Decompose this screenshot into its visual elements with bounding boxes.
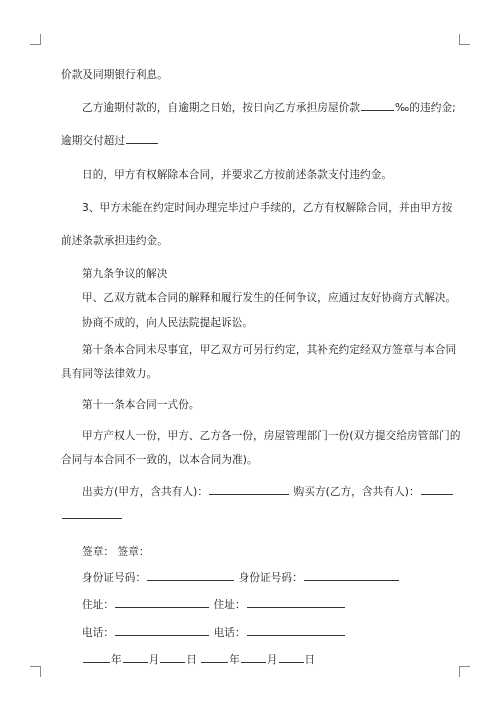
text: 逾期交付超过 (61, 135, 126, 148)
text: 第九条争议的解决 (82, 268, 168, 281)
month-label: 月 (148, 653, 160, 666)
sign-line (61, 540, 441, 564)
crop-mark-top-left (30, 34, 41, 45)
buyer-blank[interactable] (421, 483, 453, 495)
text: 甲方产权人一份，甲方、乙方各一份，房屋管理部门一份(双方提交给房管部门的 (82, 430, 461, 443)
id-blank[interactable] (304, 569, 399, 581)
paragraph-line (61, 163, 441, 187)
paragraph-line (61, 229, 441, 253)
text: 前述条款承担违约金。 (61, 234, 168, 247)
date-line (61, 648, 441, 672)
text: 日的，甲方有权解除本合同，并要求乙方按前述条款支付违约金。 (82, 168, 393, 181)
year-label: 年 (229, 653, 240, 666)
text: 第十条本合同未尽事宜，甲乙双方可另行约定，其补充约定经双方签章与本合同 (82, 343, 457, 356)
fill-blank[interactable] (361, 99, 394, 111)
address-label: 住址： (213, 599, 246, 612)
phone-line (61, 621, 441, 645)
paragraph-line (61, 63, 441, 87)
id-label: 身份证号码： (238, 572, 303, 585)
day-label: 日 (186, 653, 198, 666)
paragraph-line (61, 129, 441, 153)
sign-label: 签章： 签章： (82, 546, 150, 558)
crop-mark-bottom-right (459, 666, 470, 677)
id-line (61, 566, 441, 590)
section-heading (61, 393, 441, 417)
text: 协商不成的，向人民法院提起诉讼。 (82, 316, 254, 329)
seller-label: 出卖方(甲方，含共有人)： (82, 485, 209, 498)
day-blank[interactable] (160, 651, 185, 663)
year-blank[interactable] (83, 651, 110, 663)
paragraph-line (61, 448, 441, 472)
paragraph-line (61, 196, 453, 220)
phone-label: 电话： (82, 626, 115, 639)
address-blank[interactable] (115, 596, 209, 608)
text: 具有同等法律效力。 (61, 367, 158, 380)
text: 甲、乙双方就本合同的解释和履行发生的任何争议，应通过友好协商方式解决。 (82, 292, 457, 305)
id-label: 身份证号码： (82, 572, 147, 585)
text: 第十一条本合同一式份。 (82, 399, 200, 412)
paragraph-line (61, 362, 441, 386)
buyer-label: 购买方(乙方，含共有人)： (293, 485, 420, 498)
text: ‰的违约金; (395, 102, 456, 115)
phone-blank[interactable] (115, 624, 209, 636)
text: 价款及同期银行利息。 (61, 69, 168, 81)
year-blank[interactable] (201, 651, 228, 663)
year-label: 年 (111, 653, 122, 666)
signature-parties-line (61, 480, 441, 504)
month-blank[interactable] (241, 651, 266, 663)
continuation-line (61, 504, 441, 528)
buyer-blank-continued[interactable] (62, 507, 122, 519)
section-heading (61, 262, 441, 286)
id-blank[interactable] (147, 569, 234, 581)
day-label: 日 (304, 653, 316, 666)
month-label: 月 (266, 653, 278, 666)
address-line (61, 593, 441, 617)
paragraph-line (61, 338, 457, 362)
crop-mark-bottom-left (30, 666, 41, 677)
phone-blank[interactable] (247, 624, 345, 636)
paragraph-line (61, 286, 457, 310)
phone-label: 电话： (213, 626, 246, 639)
fill-blank[interactable] (126, 132, 158, 144)
seller-blank[interactable] (209, 483, 289, 495)
paragraph-line (61, 424, 461, 448)
paragraph-line (61, 96, 456, 120)
text: 3、甲方未能在约定时间办理完毕过户手续的，乙方有权解除合同，并由甲方按 (82, 201, 453, 214)
day-blank[interactable] (279, 651, 304, 663)
address-label: 住址： (82, 599, 115, 612)
month-blank[interactable] (123, 651, 148, 663)
document-body (61, 63, 461, 672)
address-blank[interactable] (247, 596, 345, 608)
text: 乙方逾期付款的，自逾期之日始，按日向乙方承担房屋价款 (82, 102, 361, 115)
text: 合同与本合同不一致的，以本合同为准)。 (61, 454, 258, 467)
paragraph-line (61, 311, 441, 335)
crop-mark-top-right (459, 34, 470, 45)
